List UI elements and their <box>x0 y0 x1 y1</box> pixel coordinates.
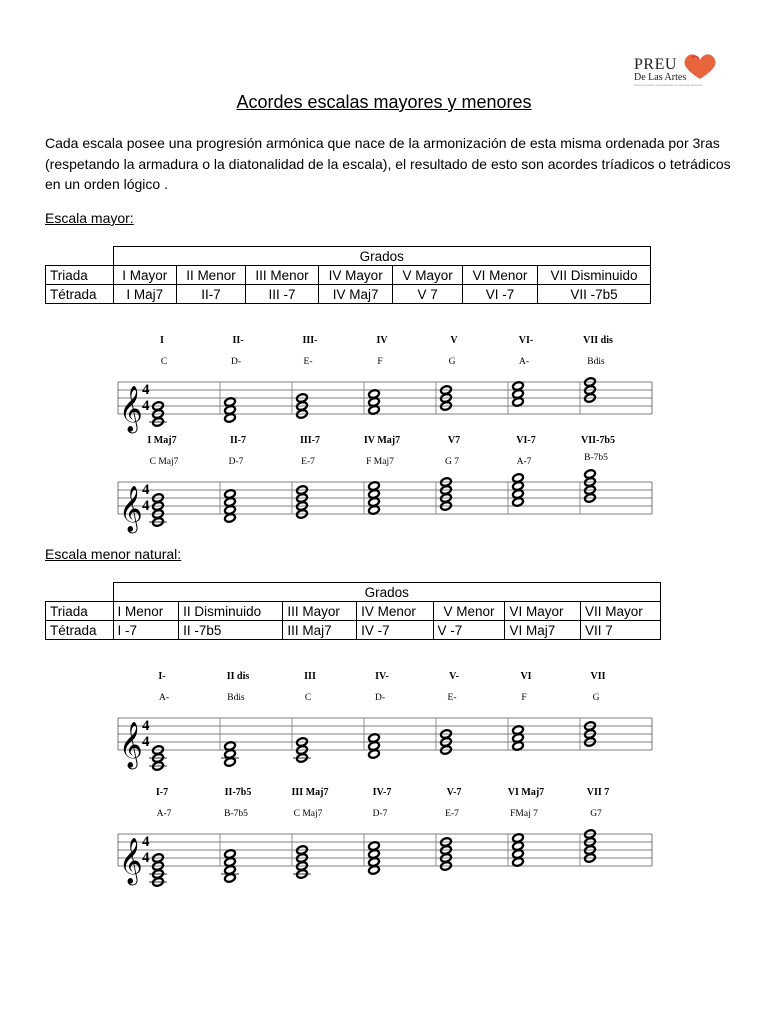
treble-clef-icon: 𝄞 <box>119 386 143 432</box>
degree-label: I-7 <box>155 787 169 798</box>
treble-clef-icon: 𝄞 <box>119 486 143 532</box>
chord-symbol: E-7 <box>301 457 315 467</box>
chord-symbol: A-7 <box>156 809 172 819</box>
table-cell: I Maj7 <box>113 285 177 304</box>
table-cell: I -7 <box>113 621 179 640</box>
table-row <box>46 285 651 304</box>
table-cell: V 7 <box>393 285 463 304</box>
chord-symbol: D- <box>374 693 386 703</box>
table-cell: VI Menor <box>462 266 537 285</box>
chord <box>221 741 239 767</box>
grados-header: Grados <box>113 583 661 602</box>
row-label: Triada <box>46 602 114 621</box>
whole-note <box>368 733 380 743</box>
whole-note <box>368 481 380 491</box>
chord-symbol: A-7 <box>516 457 532 467</box>
table-cell: VII -7b5 <box>537 285 650 304</box>
table-row <box>46 602 661 621</box>
chord-symbol: Bdis <box>227 693 245 703</box>
chord <box>368 733 380 759</box>
chord-symbol: D-7 <box>228 457 244 467</box>
major-scale-heading: Escala mayor: <box>45 210 134 226</box>
chord-symbol: G <box>592 693 600 703</box>
chord-symbol: F <box>377 357 383 367</box>
chord-symbol: E- <box>447 693 457 703</box>
degree-label: IV Maj7 <box>363 435 401 446</box>
chord <box>368 481 380 515</box>
logo-tagline: Preuniversitario especializado en carreras artísticas <box>634 83 703 87</box>
intro-paragraph: Cada escala posee una progresión armónica que nace de la armonización de esta misma ordenada por 3ras (respetando la armadura o la diatonalidad de la escala), el resultado de esto son acordes tríadicos o tetrádicos en un orden lógico . <box>45 135 731 192</box>
degree-label: IV <box>376 335 388 346</box>
chord-symbol: C Maj7 <box>293 809 323 819</box>
table-cell: VII Disminuido <box>537 266 650 285</box>
degree-label: I- <box>158 671 166 682</box>
whole-note <box>224 741 236 751</box>
table-cell: III Menor <box>245 266 318 285</box>
whole-note <box>584 469 596 479</box>
whole-note <box>512 833 524 843</box>
minor-grados-table <box>45 582 661 640</box>
logo-brand: PREU <box>634 56 677 73</box>
time-signature-top: 4 <box>142 834 150 850</box>
logo-subtitle: De Las Artes <box>634 72 687 83</box>
degree-label: III- <box>302 335 318 346</box>
logo <box>632 52 722 88</box>
chord <box>224 489 236 523</box>
page-title: Acordes escalas mayores y menores <box>236 92 532 112</box>
chord <box>512 473 524 507</box>
table-cell: III Mayor <box>283 602 357 621</box>
degree-label: VII dis <box>583 335 613 346</box>
chord-symbol: D-7 <box>372 809 388 819</box>
degree-label: VI <box>520 671 532 682</box>
table-cell: I Mayor <box>113 266 177 285</box>
table-cell: V Mayor <box>393 266 463 285</box>
degree-label: VI- <box>518 335 534 346</box>
grados-header: Grados <box>113 247 651 266</box>
table-cell: VI Maj7 <box>505 621 581 640</box>
staff-minor-tetrads <box>0 780 768 890</box>
time-signature-bottom: 4 <box>142 398 150 414</box>
row-label: Tétrada <box>46 621 114 640</box>
degree-label: II-7b5 <box>224 787 252 798</box>
minor-scale-heading: Escala menor natural: <box>45 546 182 562</box>
staff-major-triads <box>0 328 768 438</box>
table-cell: II Menor <box>177 266 246 285</box>
time-signature-bottom: 4 <box>142 850 150 866</box>
table-cell: VII 7 <box>580 621 660 640</box>
chord-symbol: Bdis <box>587 357 605 367</box>
table-row <box>46 621 661 640</box>
time-signature-top: 4 <box>142 482 150 498</box>
table-cell: VII Mayor <box>580 602 660 621</box>
chord-symbol: G7 <box>590 809 602 819</box>
whole-note <box>512 381 524 391</box>
degree-label: V- <box>449 671 459 682</box>
chord <box>368 389 380 415</box>
chord <box>224 397 236 423</box>
chord-symbol: C <box>160 357 168 367</box>
chord-symbol: A- <box>158 693 170 703</box>
chord-symbol: C Maj7 <box>149 457 179 467</box>
degree-label: I Maj7 <box>147 435 177 446</box>
table-cell: VI Mayor <box>505 602 581 621</box>
time-signature-bottom: 4 <box>142 734 150 750</box>
chord-symbol: D- <box>230 357 242 367</box>
chord-symbol: B-7b5 <box>224 809 248 819</box>
table-cell: IV Menor <box>357 602 433 621</box>
degree-label: III Maj7 <box>291 787 329 798</box>
degree-label: VI-7 <box>516 435 536 446</box>
degree-label: IV-7 <box>372 787 392 798</box>
row-label: Triada <box>46 266 114 285</box>
time-signature-bottom: 4 <box>142 498 150 514</box>
degree-label: V-7 <box>446 787 462 798</box>
chord-symbol: A- <box>518 357 530 367</box>
chord-symbol: F <box>521 693 527 703</box>
table-cell: III -7 <box>245 285 318 304</box>
table-row <box>46 266 651 285</box>
staff-major-tetrads <box>0 428 768 538</box>
whole-note <box>368 841 380 851</box>
table-cell: IV Mayor <box>319 266 393 285</box>
chord-symbol: E-7 <box>445 809 459 819</box>
whole-note <box>224 397 236 407</box>
table-cell: II-7 <box>177 285 246 304</box>
table-cell: I Menor <box>113 602 179 621</box>
treble-clef-icon: 𝄞 <box>119 838 143 884</box>
degree-label: VI Maj7 <box>507 787 545 798</box>
table-cell: II Disminuido <box>179 602 283 621</box>
chord-symbol: FMaj 7 <box>510 809 538 819</box>
degree-label: II dis <box>226 671 250 682</box>
degree-label: IV- <box>375 671 389 682</box>
degree-label: I <box>160 335 164 346</box>
degree-label: VII <box>590 671 606 682</box>
chord-symbol: B-7b5 <box>584 453 608 463</box>
whole-note <box>512 473 524 483</box>
major-grados-table <box>45 246 651 304</box>
whole-note <box>224 849 236 859</box>
chord-symbol: C <box>304 693 312 703</box>
table-cell: IV -7 <box>357 621 433 640</box>
whole-note <box>368 389 380 399</box>
chord <box>149 745 167 771</box>
chord-symbol: F Maj7 <box>366 457 394 467</box>
table-cell: VI -7 <box>462 285 537 304</box>
chord <box>512 725 524 751</box>
degree-label: II-7 <box>229 435 247 446</box>
table-cell: III Maj7 <box>283 621 357 640</box>
chord <box>512 381 524 407</box>
table-cell: V Menor <box>433 602 505 621</box>
time-signature-top: 4 <box>142 718 150 734</box>
row-label: Tétrada <box>46 285 114 304</box>
table-cell: V -7 <box>433 621 505 640</box>
chord <box>512 833 524 867</box>
degree-label: VII 7 <box>586 787 610 798</box>
chord-symbol: E- <box>303 357 313 367</box>
table-cell: IV Maj7 <box>319 285 393 304</box>
chord-symbol: G <box>448 357 456 367</box>
degree-label: V7 <box>447 435 461 446</box>
table-cell: II -7b5 <box>179 621 283 640</box>
degree-label: V <box>450 335 458 346</box>
time-signature-top: 4 <box>142 382 150 398</box>
degree-label: VII-7b5 <box>581 435 615 446</box>
degree-label: III <box>304 671 316 682</box>
degree-label: II- <box>232 335 244 346</box>
whole-note <box>224 489 236 499</box>
whole-note <box>512 725 524 735</box>
chord-symbol: G 7 <box>445 457 459 467</box>
staff-minor-triads <box>0 664 768 774</box>
chord <box>368 841 380 875</box>
degree-label: III-7 <box>299 435 321 446</box>
treble-clef-icon: 𝄞 <box>119 722 143 768</box>
